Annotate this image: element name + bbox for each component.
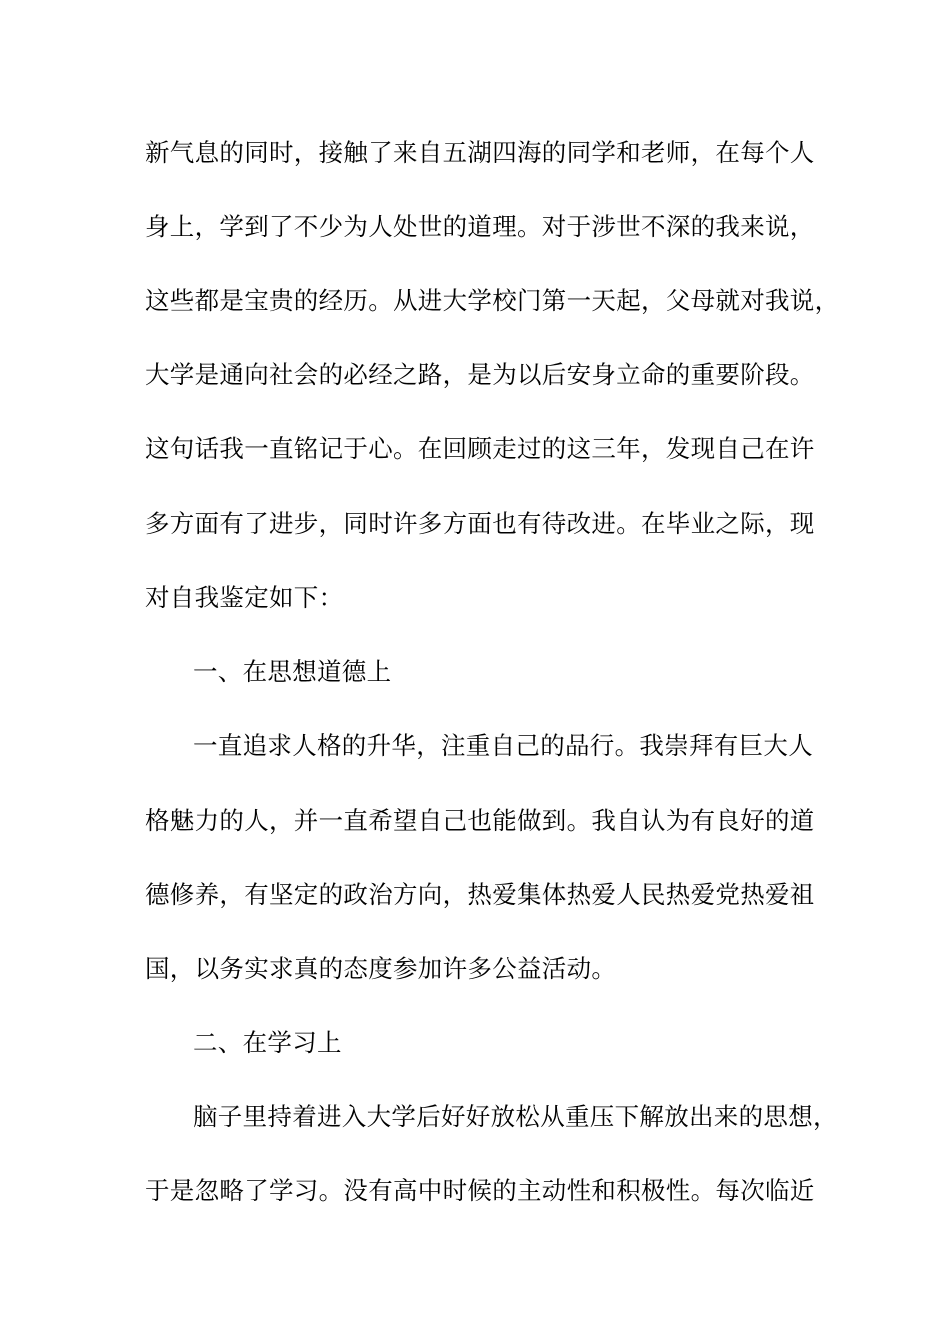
body-text-line: 新气息的同时，接触了来自五湖四海的同学和老师，在每个人 (145, 138, 815, 167)
body-text-line: 格魅力的人，并一直希望自己也能做到。我自认为有良好的道 (145, 806, 815, 835)
body-text-line: 一直追求人格的升华，注重自己的品行。我崇拜有巨大人 (193, 731, 813, 760)
body-text-line: 对自我鉴定如下： (145, 583, 344, 612)
body-text-line: 大学是通向社会的必经之路，是为以后安身立命的重要阶段。 (145, 360, 815, 389)
section-heading: 一、在思想道德上 (193, 657, 392, 686)
body-text-line: 于是忽略了学习。没有高中时候的主动性和积极性。每次临近 (145, 1176, 815, 1205)
section-heading: 二、在学习上 (193, 1028, 342, 1057)
body-text-line: 这句话我一直铭记于心。在回顾走过的这三年，发现自己在许 (145, 434, 815, 463)
body-text-line: 脑子里持着进入大学后好好放松从重压下解放出来的思想， (193, 1102, 838, 1131)
body-text-line: 德修养，有坚定的政治方向，热爱集体热爱人民热爱党热爱祖 (145, 880, 815, 909)
body-text-line: 这些都是宝贵的经历。从进大学校门第一天起，父母就对我说， (145, 286, 840, 315)
body-text-line: 国，以务实求真的态度参加许多公益活动。 (145, 954, 617, 983)
body-text-line: 多方面有了进步，同时许多方面也有待改进。在毕业之际，现 (145, 509, 815, 538)
body-text-line: 身上，学到了不少为人处世的道理。对于涉世不深的我来说， (145, 212, 815, 241)
